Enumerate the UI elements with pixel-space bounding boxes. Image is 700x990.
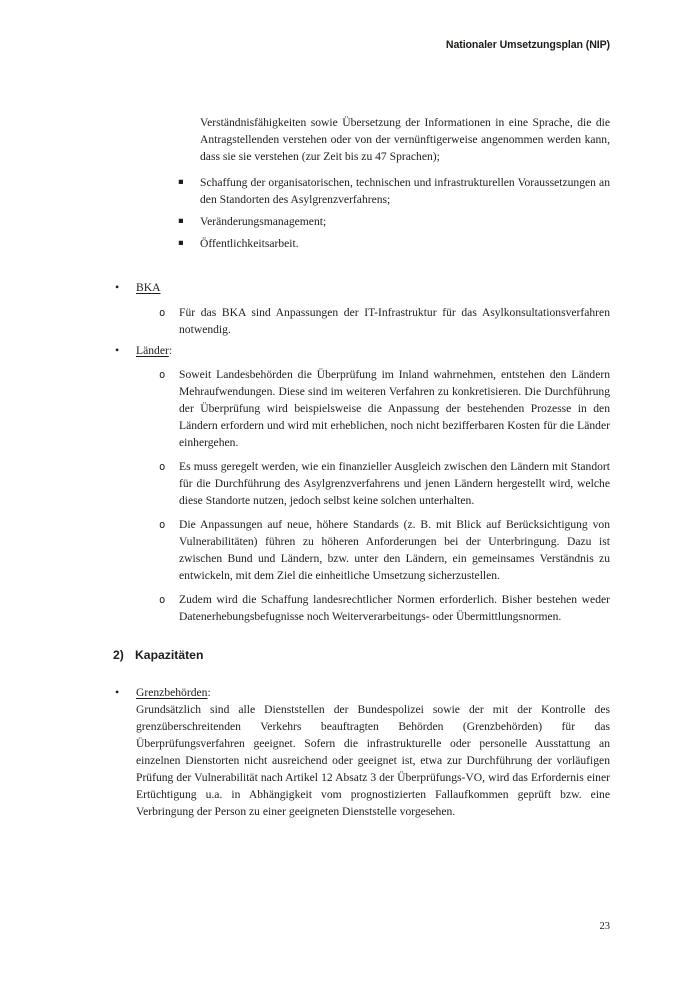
list-item-text: Soweit Landesbehörden die Überprüfung im Inland wahrnehmen, entstehen den Ländern Mehraufwendungen. Diese sind im weiteren Verfahren zu konkretisieren. Die Durchführung der Überprüfung wird beispielsweise die Anpassung der bestehenden Prozesse in den Ländern erfordern und wird mit erheblichen, noch nicht bezifferbaren Kosten für die Länder einhergehen. [179, 368, 610, 449]
bka-label-text: BKA [136, 281, 161, 294]
list-item-text: Die Anpassungen auf neue, höhere Standards (z. B. mit Blick auf Berücksichtigung von Vulnerabilitäten) führen zu höheren Anforderungen bei der Unterbringung. Dazu ist zwischen Bund und Ländern, bzw. unter den Ländern, ein gemeinsames Verständnis zu entwickeln, mit dem Ziel die einheitliche Umsetzung sicherzustellen. [179, 518, 610, 582]
section-number: 2) [113, 648, 124, 662]
list-item-text: Veränderungsmanagement; [200, 215, 327, 228]
square-bullet-item [178, 213, 610, 230]
square-bullet-icon: ▪ [178, 177, 184, 187]
square-bullet-icon: ▪ [178, 238, 184, 248]
grenzbehoerden-paragraph: Grundsätzlich sind alle Dienststellen der Bundespolizei sowie der mit der Kontrolle des grenzüberschreitenden Verkehrs beauftragten Behörden (Grenzbehörden) für das Überprüfungsverfahren geeignet. Sofern die infrastrukturelle oder personelle Ausstattung an einzelnen Dienstorten nicht ausreichend oder geeignet ist, etwa zur Durchführung der vorläufigen Prüfung der Vulnerabilität nach Artikel 12 Absatz 3 der Überprüfungs-VO, wird das Erfordernis einer Ertüchtigung u.a. in Abhängigkeit vom prognostizierten Fallaufkommen geprüft bzw. eine Verbringung der Person zu einer geeigneten Dienststelle vorgesehen. [136, 703, 610, 818]
laender-item-list [0, 366, 610, 625]
intro-paragraph: Verständnisfähigkeiten sowie Übersetzung der Informationen in eine Sprache, die die Antragstellenden verstehen oder von der vernünftigerweise angenommen werden kann, dass sie sie verstehen (zur Zeit bis zu 47 Sprachen); [200, 116, 610, 163]
laender-label-suffix: : [168, 344, 173, 357]
laender-section-label [115, 342, 610, 359]
page-content [0, 114, 610, 820]
laender-item [159, 458, 610, 509]
disc-bullet-icon: • [115, 343, 120, 357]
bka-section-label [115, 279, 610, 296]
grenzbehoerden-label-suffix: : [207, 686, 211, 699]
circle-bullet-icon: o [159, 593, 166, 606]
square-bullet-item [178, 235, 610, 252]
disc-bullet-icon: • [115, 280, 120, 294]
list-item-text: Öffentlichkeitsarbeit. [200, 237, 299, 250]
list-item-text: Zudem wird die Schaffung landesrechtlicher Normen erforderlich. Bisher bestehen weder Datenerhebungsbefugnisse noch Weiterverarbeitungs- oder Übermittlungsnormen. [179, 593, 610, 623]
section-title: Kapazitäten [135, 648, 204, 662]
list-item-text: Für das BKA sind Anpassungen der IT-Infrastruktur für das Asylkonsultationsverfahren notwendig. [179, 306, 610, 336]
laender-item [159, 591, 610, 625]
grenzbehoerden-section [115, 684, 610, 820]
grenzbehoerden-label-text: Grenzbehörden [136, 686, 208, 699]
circle-bullet-icon: o [159, 460, 166, 473]
circle-bullet-icon: o [159, 368, 166, 381]
bka-item [159, 304, 610, 338]
laender-item [159, 366, 610, 451]
list-item-text: Es muss geregelt werden, wie ein finanzieller Ausgleich zwischen den Ländern mit Standort für die Durchführung des Asylgrenzverfahrens und jenen Ländern hergestellt wird, welche diese Standorte nutzen, jedoch selbst keine solchen unterhalten. [179, 460, 610, 507]
square-bullet-icon: ▪ [178, 216, 184, 226]
section-heading-kapazitaeten [113, 647, 610, 664]
square-bullet-list [0, 174, 610, 252]
laender-label-text: Länder [136, 344, 169, 357]
header-title: Nationaler Umsetzungsplan (NIP) [445, 39, 610, 51]
disc-bullet-icon: • [115, 685, 120, 699]
square-bullet-item [178, 174, 610, 208]
page-number: 23 [599, 921, 610, 932]
laender-item [159, 516, 610, 584]
circle-bullet-icon: o [159, 306, 166, 319]
grenzbehoerden-body [136, 684, 610, 820]
list-item-text: Schaffung der organisatorischen, technischen und infrastrukturellen Voraussetzungen an den Standorten des Asylgrenzverfahrens; [200, 176, 610, 206]
circle-bullet-icon: o [159, 518, 166, 531]
